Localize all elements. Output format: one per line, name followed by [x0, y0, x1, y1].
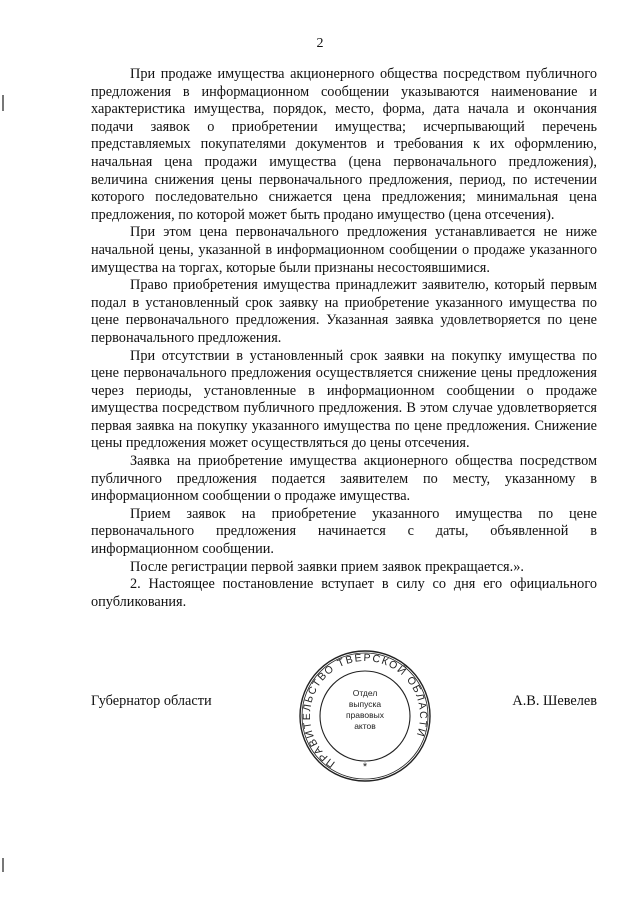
scan-edge-mark-bottom: [2, 858, 4, 872]
paragraph-initial-price: При этом цена первоначального предложения устанавливается не ниже начальной цены, указанной в информационном сообщении о продаже указанного имущества на торгах, которые были признаны несостоявшимися.: [91, 224, 597, 276]
document-body: [91, 66, 597, 611]
paragraph-effective-date: 2. Настоящее постановление вступает в силу со дня его официального опубликования.: [91, 576, 597, 610]
seal-center-line: Отдел: [352, 688, 378, 698]
seal-center-line: актов: [354, 721, 376, 731]
paragraph-purchase-right: Право приобретения имущества принадлежит заявителю, который первым подал в установленный срок заявку на приобретение указанного имущества по цене первоначального предложения. Указанная заявка удовлетворяется по цене первоначального предложения.: [91, 277, 597, 346]
seal-center-text: [331, 688, 399, 732]
signatory-name: А.В. Шевелев: [512, 693, 597, 709]
paragraph-price-reduction: При отсутствии в установленный срок заявки на покупку имущества по цене первоначального предложения осуществляется снижение цены предложения через периоды, установленные в информационном сообщении о продаже имущества посредством публичного предложения. В этом случае удовлетворяется первая заявка на покупку указанного имущества по цене предложения. Снижение цены предложения может осуществляться до цены отсечения.: [91, 347, 597, 452]
seal-star-icon: *: [362, 761, 368, 773]
paragraph-announcement-contents: При продаже имущества акционерного общества посредством публичного предложения в информационном сообщении указываются наименование и характеристика имущества, порядок, место, форма, дата начала и окончания подачи заявок о приобретении имущества; исчерпывающий перечень представляемых покупателями документов и требования к их оформлению, начальная цена продажи имущества (цена первоначального предложения), величина снижения цены первоначального предложения, период, по истечении которого последовательно снижается цена предложения; минимальная цена предложения, по которой может быть продано имущество (цена отсечения).: [91, 66, 597, 223]
seal-center-line: выпуска: [348, 699, 382, 709]
paragraph-application-stop: После регистрации первой заявки прием заявок прекращается.».: [130, 558, 524, 575]
signatory-title: Губернатор области: [91, 693, 212, 709]
page-number: 2: [316, 36, 324, 51]
paragraph-application-place: Заявка на приобретение имущества акционерного общества посредством публичного предложения подается заявителем по месту, указанному в информационном сообщении о продаже имущества.: [91, 453, 597, 505]
scan-edge-mark-top: [2, 95, 4, 111]
official-seal: [297, 648, 433, 784]
seal-ring-text: ПРАВИТЕЛЬСТВО ТВЕРСКОЙ ОБЛАСТИ: [301, 651, 430, 770]
seal-center-line: правовых: [345, 710, 385, 720]
paragraph-application-start: Прием заявок на приобретение указанного имущества по цене первоначального предложения начинается с даты, объявленной в информационном сообщении.: [91, 505, 597, 558]
